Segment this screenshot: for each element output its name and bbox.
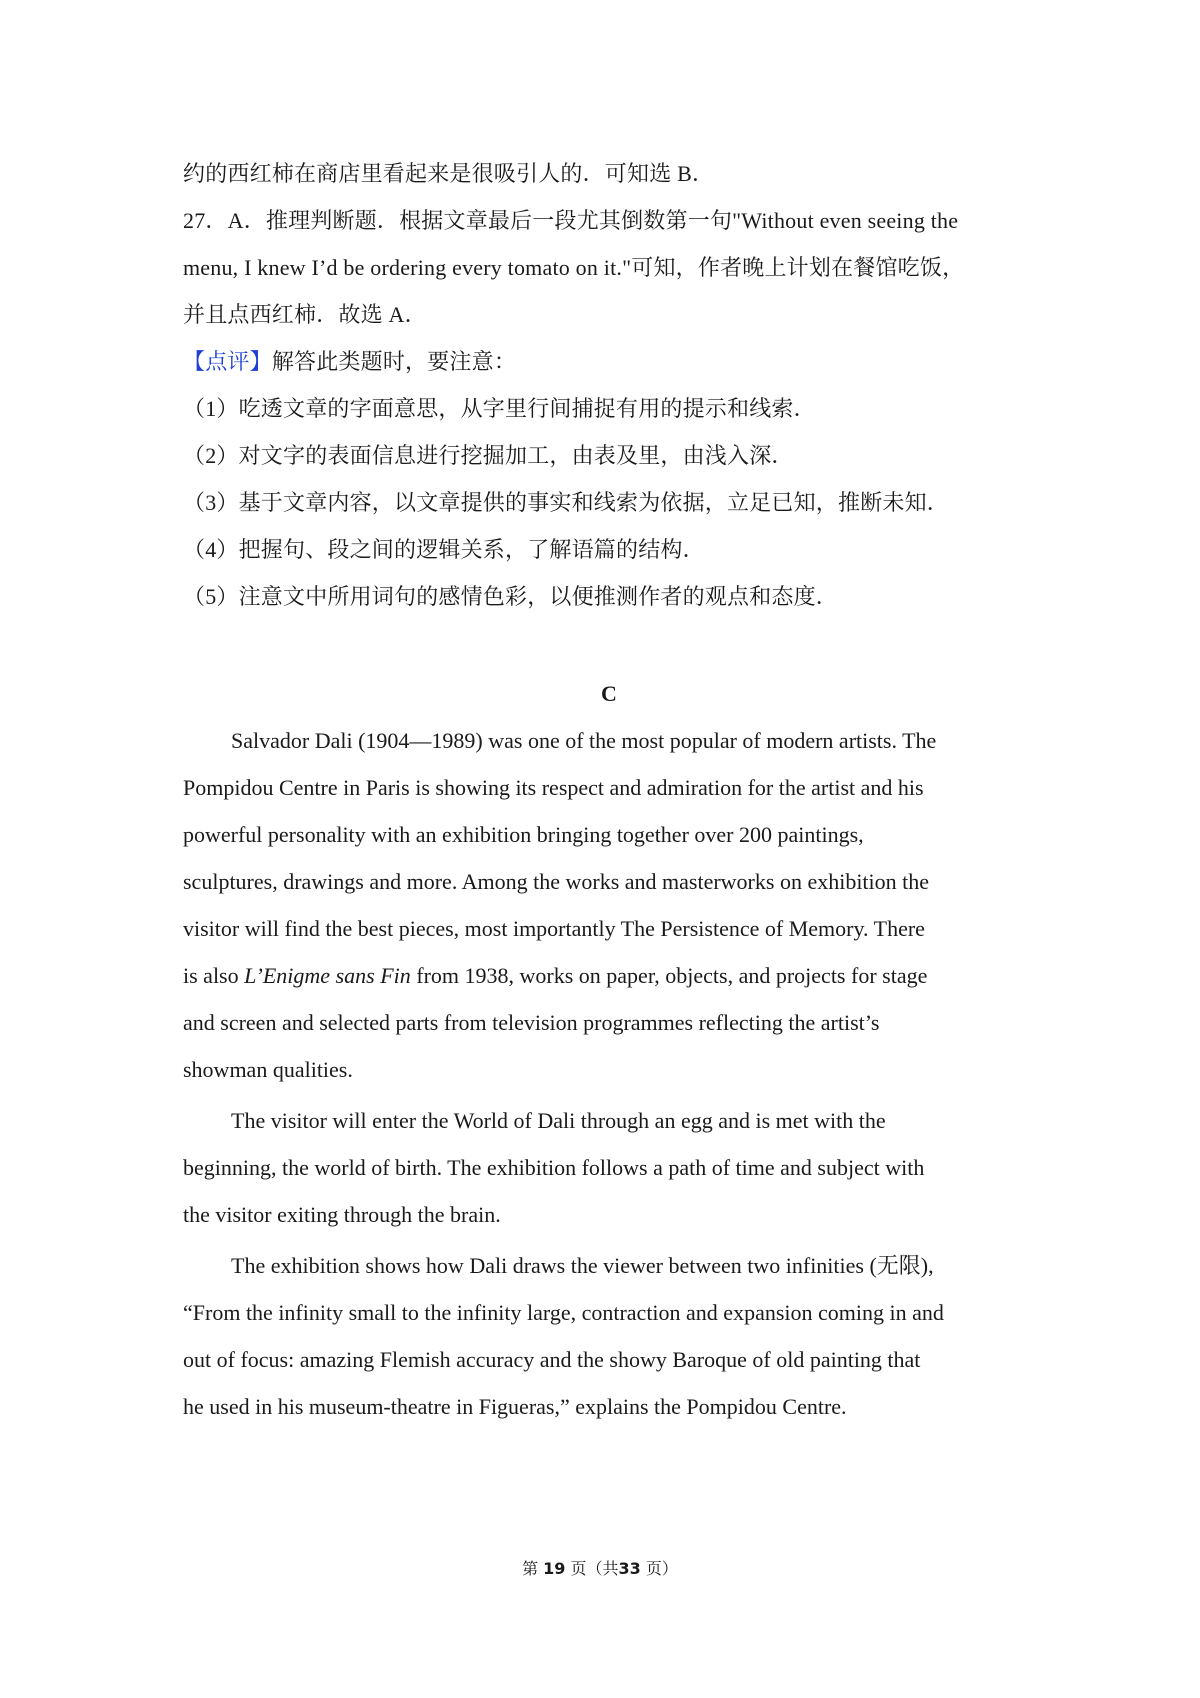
paragraph-1-line-1: Salvador Dali (1904—1989) was one of the most popular of modern artists. The [231, 728, 937, 753]
answer-line-26-end: 约的西红柿在商店里看起来是很吸引人的．可知选 B． [183, 161, 715, 186]
answer-27-line-1: 27．A．推理判断题．根据文章最后一段尤其倒数第一句"Without even seeing the [183, 208, 959, 233]
footer-prefix: 第 [522, 1559, 539, 1578]
tip-2: （2）对文字的表面信息进行挖掘加工，由表及里，由浅入深． [183, 443, 794, 468]
paragraph-1-line-2: Pompidou Centre in Paris is showing its respect and admiration for the artist and his [183, 775, 924, 800]
paragraph-1-line-5: visitor will find the best pieces, most importantly The Persistence of Memory. There [183, 916, 925, 941]
current-page-number: 19 [543, 1559, 566, 1578]
line-6-prefix: is also [183, 963, 245, 988]
section-heading: C [601, 681, 617, 706]
paragraph-1-line-3: powerful personality with an exhibition bringing together over 200 paintings, [183, 822, 864, 847]
answer-27-line-3: 并且点西红柿．故选 A． [183, 302, 427, 327]
paragraph-1-line-7: and screen and selected parts from television programmes reflecting the artist’s [183, 1010, 880, 1035]
total-pages: 33 [618, 1559, 641, 1578]
line-6-suffix: from 1938, works on paper, objects, and projects for stage [410, 963, 928, 988]
tip-5: （5）注意文中所用词句的感情色彩，以便推测作者的观点和态度． [183, 584, 839, 609]
paragraph-1-line-4: sculptures, drawings and more. Among the works and masterworks on exhibition the [183, 869, 930, 894]
paragraph-2-line-1: The visitor will enter the World of Dali through an egg and is met with the [231, 1108, 886, 1133]
comment-line [183, 338, 1035, 385]
paragraph-2 [183, 1097, 1035, 1238]
artwork-title: L’Enigme sans Fin [244, 963, 411, 988]
comment-text: 解答此类题时，要注意： [271, 349, 517, 374]
footer-suffix: 页） [645, 1559, 678, 1578]
paragraph-3 [183, 1242, 1035, 1430]
paragraph-1-line-8: showman qualities. [183, 1057, 353, 1082]
paragraph-3-line-3: out of focus: amazing Flemish accuracy and the showy Baroque of old painting that [183, 1347, 921, 1372]
paragraph-3-line-4: he used in his museum-theatre in Figueras,” explains the Pompidou Centre. [183, 1394, 847, 1419]
answer-27-line-2: menu, I knew I’d be ordering every tomato on it."可知，作者晚上计划在餐馆吃饭， [183, 255, 965, 280]
tip-1: （1）吃透文章的字面意思，从字里行间捕捉有用的提示和线索． [183, 396, 816, 421]
tip-4: （4）把握句、段之间的逻辑关系，了解语篇的结构． [183, 537, 705, 562]
paragraph-2-line-3: the visitor exiting through the brain. [183, 1202, 501, 1227]
paragraph-1-line-6 [183, 952, 1035, 999]
paragraph-3-line-1: The exhibition shows how Dali draws the viewer between two infinities (无限), [231, 1253, 934, 1278]
paragraph-1 [183, 717, 1035, 1093]
page-content [183, 150, 1035, 1434]
footer-middle: 页（共 [570, 1559, 619, 1578]
tip-3: （3）基于文章内容，以文章提供的事实和线索为依据，立足已知，推断未知． [183, 490, 950, 515]
comment-label: 【点评】 [183, 349, 272, 374]
paragraph-2-line-2: beginning, the world of birth. The exhibition follows a path of time and subject with [183, 1155, 925, 1180]
paragraph-3-line-2: “From the infinity small to the infinity large, contraction and expansion coming in and [183, 1300, 944, 1325]
page-footer [0, 1556, 1200, 1579]
